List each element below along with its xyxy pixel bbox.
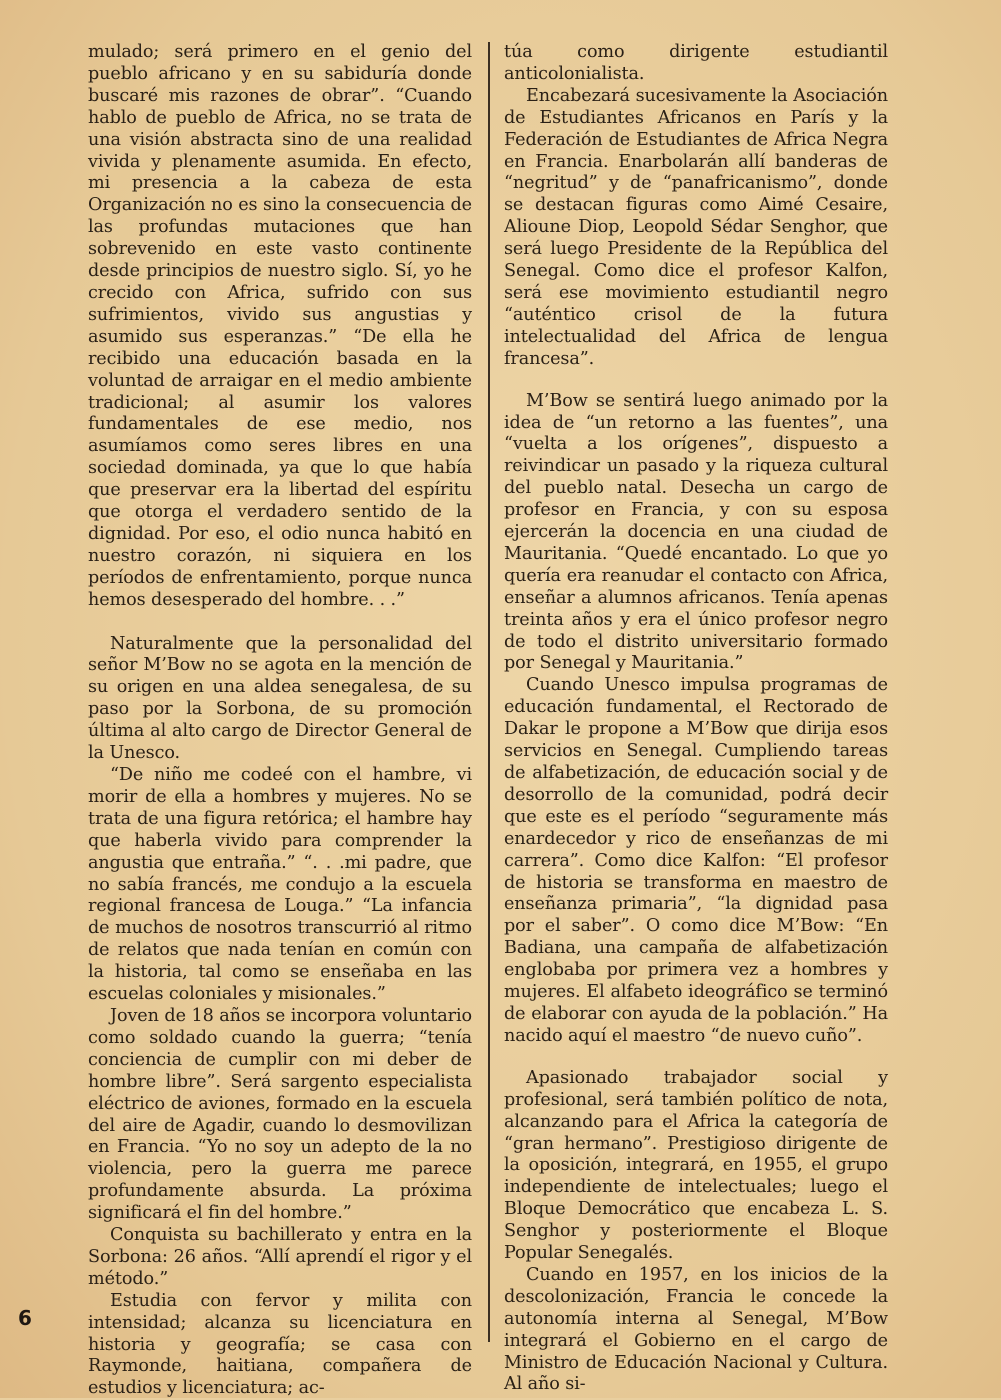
paragraph: túa como dirigente estudiantil anticolonialista. <box>504 42 888 84</box>
paragraph: “De niño me codeé con el hambre, vi morir de ella a hombres y mujeres. No se trata de una figura retórica; el hambre hay que haberla vivido para comprender la angustia que entraña.” “. . .mi padre, que no sabía francés, me condujo a la escuela regional francesa de Louga.” “La infancia de muchos de nosotros transcurrió al ritmo de relatos que nada tenían en común con la historia, tal como se enseñaba en las escuelas coloniales y misionales.” <box>88 765 472 1005</box>
paragraph: mulado; será primero en el genio del pueblo africano y en su sabiduría donde buscaré mis razones de obrar”. “Cuando hablo de pueblo de Africa, no se trata de una visión abstracta sino de una realidad vivida y plenamente asumida. En efecto, mi presencia a la cabeza de esta Organización no es sino la consecuencia de las profundas mutaciones que han sobrevenido en este vasto continente desde principios de nuestro siglo. Sí, yo he crecido con Africa, sufrido con sus sufrimientos, vivido sus angustias y asumido sus esperanzas.” “De ella he recibido una educación basada en la voluntad de arraigar en el medio ambiente tradicional; al asumir los valores fundamentales de ese medio, nos asumíamos como seres libres en una sociedad dominada, ya que lo que había que preservar era la libertad del espíritu que otorga el verdadero sentido de la dignidad. Por eso, el odio nunca habitó en nuestro corazón, ni siquiera en los períodos de enfrentamiento, porque nunca hemos desesperado del hombre. . .” <box>88 42 472 610</box>
column-divider <box>488 42 490 1342</box>
left-column <box>88 42 472 1400</box>
paragraph: Cuando en 1957, en los inicios de la descolonización, Francia le concede la autonomía interna al Senegal, M’Bow integrará el Gobierno en el cargo de Ministro de Educación Nacional y Cultura. Al año si- <box>504 1264 888 1395</box>
paragraph: Estudia con fervor y milita con intensidad; alcanza su licenciatura en historia y geografía; se casa con Raymonde, haitiana, compañera de estudios y licenciatura; ac- <box>88 1290 472 1399</box>
paragraph: Cuando Unesco impulsa programas de educación fundamental, el Rectorado de Dakar le propone a M’Bow que dirija esos servicios en Senegal. Cumpliendo tareas de alfabetización, de educación social y de desorrollo de la comunidad, podrá decir que este es el período “seguramente más enardecedor y rico de enseñanzas de mi carrera”. Como dice Kalfon: “El profesor de historia se transforma en maestro de enseñanza primaria”, “la dignidad pasa por el saber”. O como dice M’Bow: “En Badiana, una campaña de alfabetización englobaba por primera vez a hombres y mujeres. El alfabeto ideográfico se terminó de elaborar con ayuda de la población.” Ha nacido aquí el maestro “de nuevo cuño”. <box>504 675 888 1046</box>
paragraph: M’Bow se sentirá luego animado por la idea de “un retorno a las fuentes”, una “vuelta a los orígenes”, dispuesto a reivindicar un pasado y la riqueza cultural del pueblo natal. Desecha un cargo de profesor en Francia, y con su esposa ejercerán la docencia en una ciudad de Mauritania. “Quedé encantado. Lo que yo quería era reanudar el contacto con Africa, enseñar a alumnos africanos. Tenía apenas treinta años y era el único profesor negro de todo el distrito universitario formado por Senegal y Mauritania.” <box>504 390 888 674</box>
paragraph: Encabezará sucesivamente la Asociación de Estudiantes Africanos en París y la Federación de Estudiantes de Africa Negra en Francia. Enarbolarán allí banderas de “negritud” y de “panafricanismo”, donde se destacan figuras como Aimé Cesaire, Alioune Diop, Leopold Sédar Senghor, que será luego Presidente de la República del Senegal. Como dice el profesor Kalfon, será ese movimiento estudiantil negro “auténtico crisol de la futura intelectualidad del Africa de lengua francesa”. <box>504 85 888 369</box>
paragraph: Apasionado trabajador social y profesional, será también político de nota, alcanzando para el Africa la categoría de “gran hermano”. Prestigioso dirigente de la oposición, integrará, en 1955, el grupo independiente de intelectuales; luego el Bloque Democrático que encabeza L. S. Senghor y posteriormente el Bloque Popular Senegalés. <box>504 1067 888 1264</box>
page-number: 6 <box>18 1306 32 1330</box>
paragraph: Naturalmente que la personalidad del señor M’Bow no se agota en la mención de su origen en una aldea senegalesa, de su paso por la Sorbona, de su promoción última al alto cargo de Director General de la Unesco. <box>88 633 472 764</box>
paragraph: Joven de 18 años se incorpora voluntario como soldado cuando la guerra; “tenía conciencia de cumplir con mi deber de hombre libre”. Será sargento especialista eléctrico de aviones, formado en la escuela del aire de Agadir, cuando lo desmovilizan en Francia. “Yo no soy un adepto de la no violencia, pero la guerra me parece profundamente absurda. La próxima significará el fin del hombre.” <box>88 1005 472 1224</box>
paragraph: Conquista su bachillerato y entra en la Sorbona: 26 años. “Allí aprendí el rigor y el método.” <box>88 1225 472 1289</box>
right-column <box>504 42 888 1396</box>
